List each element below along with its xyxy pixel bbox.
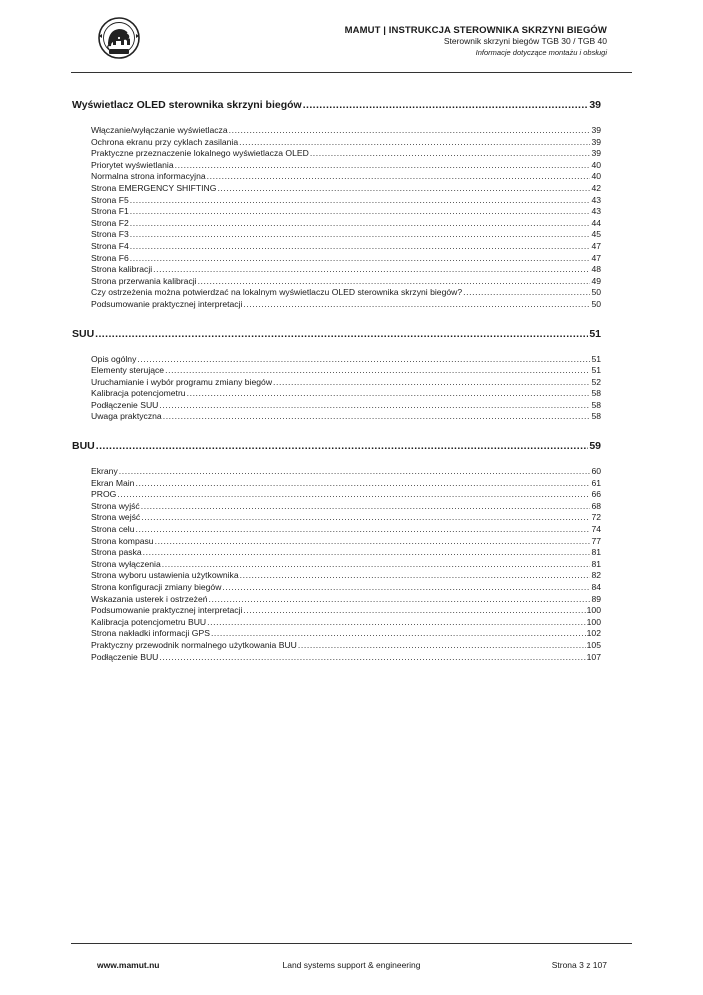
mamut-logo-icon [97,16,141,60]
toc-entry-label: Ekrany [91,466,118,477]
toc-entry[interactable] [72,241,601,253]
toc-leader-dots [141,512,590,524]
toc-entry[interactable] [72,489,601,501]
toc-section-page: 59 [589,440,601,453]
toc-entry-page: 102 [586,628,601,639]
toc-entry[interactable] [72,559,601,571]
toc-entry-label: Podsumowanie praktycznej interpretacji [91,605,243,616]
toc-entry-page: 58 [591,388,601,399]
toc-entry-page: 43 [591,194,601,205]
toc-entry-page: 72 [591,512,601,523]
toc-entry-label: Podłączenie BUU [91,651,159,662]
toc-leader-dots [135,478,590,490]
toc-entry[interactable] [72,400,601,412]
toc-leader-dots [217,183,590,195]
toc-entry-page: 42 [591,182,601,193]
toc-entry[interactable] [72,137,601,149]
toc-entry-page: 40 [591,159,601,170]
spacer [72,423,601,439]
toc-entry[interactable] [72,195,601,207]
toc-entry-page: 82 [591,570,601,581]
toc-entry-page: 39 [591,148,601,159]
toc-section-buu[interactable] [72,439,601,453]
toc-entry-label: Normalna strona informacyjna [91,171,206,182]
toc-leader-dots [162,559,591,571]
toc-entry-label: Strona kalibracji [91,264,153,275]
toc-leader-dots [175,160,591,172]
toc-entry-label: Elementy sterujące [91,365,165,376]
toc-entry-label: Wskazania usterek i ostrzeżeń [91,593,208,604]
toc-entry[interactable] [72,466,601,478]
toc-entry[interactable] [72,365,601,377]
footer-divider [71,943,632,944]
document-subtitle: Sterownik skrzyni biegów TGB 30 / TGB 40 [443,36,607,46]
spacer [72,453,601,466]
toc-entry[interactable] [72,512,601,524]
toc-entry-label: Czy ostrzeżenia można potwierdzać na lokalnym wyświetlaczu OLED sterownika skrzyni biegów? [91,287,463,298]
footer-tagline: Land systems support & engineering [282,960,421,970]
toc-entry-page: 68 [591,500,601,511]
toc-leader-dots [159,652,585,664]
toc-entry-label: Podłączenie SUU [91,399,159,410]
toc-entry-page: 51 [591,353,601,364]
toc-leader-dots [95,327,588,341]
toc-entry-page: 50 [591,298,601,309]
table-of-contents [72,98,601,663]
toc-entry-label: Strona wyjść [91,500,140,511]
toc-leader-dots [130,229,591,241]
toc-entry[interactable] [72,171,601,183]
toc-entry[interactable] [72,536,601,548]
toc-leader-dots [207,617,586,629]
toc-entry[interactable] [72,605,601,617]
toc-entry-page: 77 [591,535,601,546]
toc-entry-page: 81 [591,558,601,569]
toc-entry-label: Strona kompasu [91,535,154,546]
toc-entry[interactable] [72,388,601,400]
toc-entry-label: Strona celu [91,524,135,535]
toc-leader-dots [130,241,591,253]
toc-entry-page: 47 [591,252,601,263]
toc-leader-dots [239,137,590,149]
toc-leader-dots [130,253,591,265]
toc-entry-label: Strona nakładki informacji GPS [91,628,210,639]
toc-entry-page: 84 [591,582,601,592]
toc-entry-label: Kalibracja potencjometru [91,388,186,399]
toc-entry-label: Ekran Main [91,477,135,488]
toc-entry-page: 107 [586,651,601,662]
toc-leader-dots [117,489,590,501]
toc-entry-page: 66 [591,489,601,500]
toc-leader-dots [135,524,590,536]
toc-entry[interactable] [72,264,601,276]
toc-entry[interactable] [72,206,601,218]
toc-entry-label: Włączanie/wyłączanie wyświetlacza [91,125,228,135]
toc-section-title: Wyświetlacz OLED sterownika skrzyni biegów [72,99,302,111]
toc-entry[interactable] [72,125,601,137]
toc-entry[interactable] [72,354,601,366]
toc-leader-dots [240,570,591,582]
spacer [72,112,601,125]
toc-entry-page: 50 [591,287,601,298]
toc-entry-label: Strona EMERGENCY SHIFTING [91,182,217,193]
toc-entry-label: Strona wyboru ustawienia użytkownika [91,570,239,581]
toc-entry[interactable] [72,628,601,640]
toc-entry-page: 61 [591,477,601,488]
toc-entry[interactable] [72,148,601,160]
toc-entry-page: 52 [591,376,601,387]
toc-entry[interactable] [72,594,601,606]
toc-entry-label: Praktyczny przewodnik normalnego użytkowania BUU [91,639,297,650]
toc-entry-page: 105 [586,639,601,650]
toc-entry[interactable] [72,570,601,582]
toc-leader-dots [207,171,591,183]
toc-entry-page: 48 [591,264,601,275]
toc-leader-dots [243,299,590,311]
toc-entry-page: 39 [591,136,601,147]
toc-leader-dots [303,98,589,112]
toc-entry-label: Strona wejść [91,512,141,523]
toc-leader-dots [273,377,590,389]
toc-entry-page: 81 [591,547,601,558]
toc-entry-page: 49 [591,275,601,286]
toc-leader-dots [211,628,586,640]
toc-entry-page: 58 [591,411,601,422]
toc-entry-label: Strona konfiguracji zmiany biegów [91,582,222,592]
toc-entry[interactable] [72,299,601,311]
footer-website-link[interactable]: www.mamut.nu [97,960,160,970]
toc-entry-page: 43 [591,206,601,217]
toc-entry-page: 40 [591,171,601,182]
toc-entry[interactable] [72,501,601,513]
toc-leader-dots [222,582,590,594]
toc-entry-page: 45 [591,229,601,240]
toc-leader-dots [130,206,591,218]
toc-section-page: 51 [589,327,601,340]
toc-entry-label: Praktyczne przeznaczenie lokalnego wyświetlacza OLED [91,148,309,159]
toc-entry[interactable] [72,582,601,594]
toc-leader-dots [463,287,590,299]
toc-leader-dots [130,218,591,230]
toc-section-oled[interactable] [72,98,601,112]
toc-leader-dots [96,439,589,453]
toc-entry[interactable] [72,617,601,629]
toc-entry-page: 60 [591,466,601,477]
toc-entry-label: Strona wyłączenia [91,558,161,569]
toc-entry[interactable] [72,160,601,172]
toc-entry-page: 51 [591,365,601,376]
toc-entry-label: Strona F4 [91,240,129,251]
toc-entry[interactable] [72,411,601,423]
toc-leader-dots [209,594,591,606]
toc-entry-label: Priorytet wyświetlania [91,159,174,170]
toc-entry-label: Strona przerwania kalibracji [91,275,197,286]
toc-entry[interactable] [72,377,601,389]
toc-entry[interactable] [72,253,601,265]
document-note: Informacje dotyczące montażu i obsługi [475,48,607,57]
toc-entry-page: 74 [591,524,601,535]
toc-leader-dots [229,125,591,137]
toc-leader-dots [163,411,591,423]
toc-leader-dots [165,365,590,377]
toc-entry[interactable] [72,183,601,195]
toc-entry-label: Ochrona ekranu przy cyklach zasilania [91,136,239,147]
toc-entry[interactable] [72,547,601,559]
toc-entry-label: Strona F2 [91,217,129,228]
toc-entry-page: 58 [591,399,601,410]
spacer [72,341,601,354]
toc-leader-dots [310,148,591,160]
toc-section-title: BUU [72,440,95,453]
toc-leader-dots [119,466,591,478]
toc-entry-label: Strona F1 [91,206,129,217]
toc-entry-label: Strona F3 [91,229,129,240]
toc-leader-dots [137,354,590,366]
toc-section-page: 39 [589,99,601,111]
toc-entry[interactable] [72,640,601,652]
toc-section-suu[interactable] [72,327,601,341]
toc-leader-dots [187,388,591,400]
toc-entry-label: Podsumowanie praktycznej interpretacji [91,298,243,309]
toc-leader-dots [130,195,591,207]
toc-leader-dots [153,264,590,276]
toc-leader-dots [198,276,591,288]
toc-leader-dots [298,640,586,652]
toc-entry[interactable] [72,218,601,230]
toc-entry[interactable] [72,287,601,299]
toc-entry[interactable] [72,478,601,490]
toc-entry-page: 100 [586,605,601,616]
toc-entry-label: Kalibracja potencjometru BUU [91,616,207,627]
toc-entry[interactable] [72,652,601,664]
toc-entry-label: Strona paska [91,547,142,558]
toc-entry-page: 47 [591,240,601,251]
footer-page-number: Strona 3 z 107 [551,960,607,970]
toc-entry-label: PROG [91,489,117,500]
toc-leader-dots [155,536,591,548]
toc-entry-page: 89 [591,593,601,604]
toc-entry-label: Opis ogólny [91,353,137,364]
spacer [72,311,601,327]
toc-entry[interactable] [72,524,601,536]
toc-entry-label: Strona F6 [91,252,129,263]
toc-leader-dots [243,605,585,617]
toc-section-title: SUU [72,327,95,340]
toc-entry[interactable] [72,229,601,241]
toc-entry-page: 39 [591,125,601,135]
toc-entry-page: 100 [586,616,601,627]
header-divider [71,72,632,73]
toc-entry-page: 44 [591,217,601,228]
toc-entry-label: Strona F5 [91,194,129,205]
toc-leader-dots [143,547,591,559]
toc-leader-dots [141,501,591,513]
toc-leader-dots [159,400,590,412]
page-header [345,25,607,58]
document-title: MAMUT | INSTRUKCJA STEROWNIKA SKRZYNI BIEGÓW [344,25,607,36]
toc-entry-label: Uwaga praktyczna [91,411,162,422]
toc-entry[interactable] [72,276,601,288]
toc-entry-label: Uruchamianie i wybór programu zmiany biegów [91,376,273,387]
